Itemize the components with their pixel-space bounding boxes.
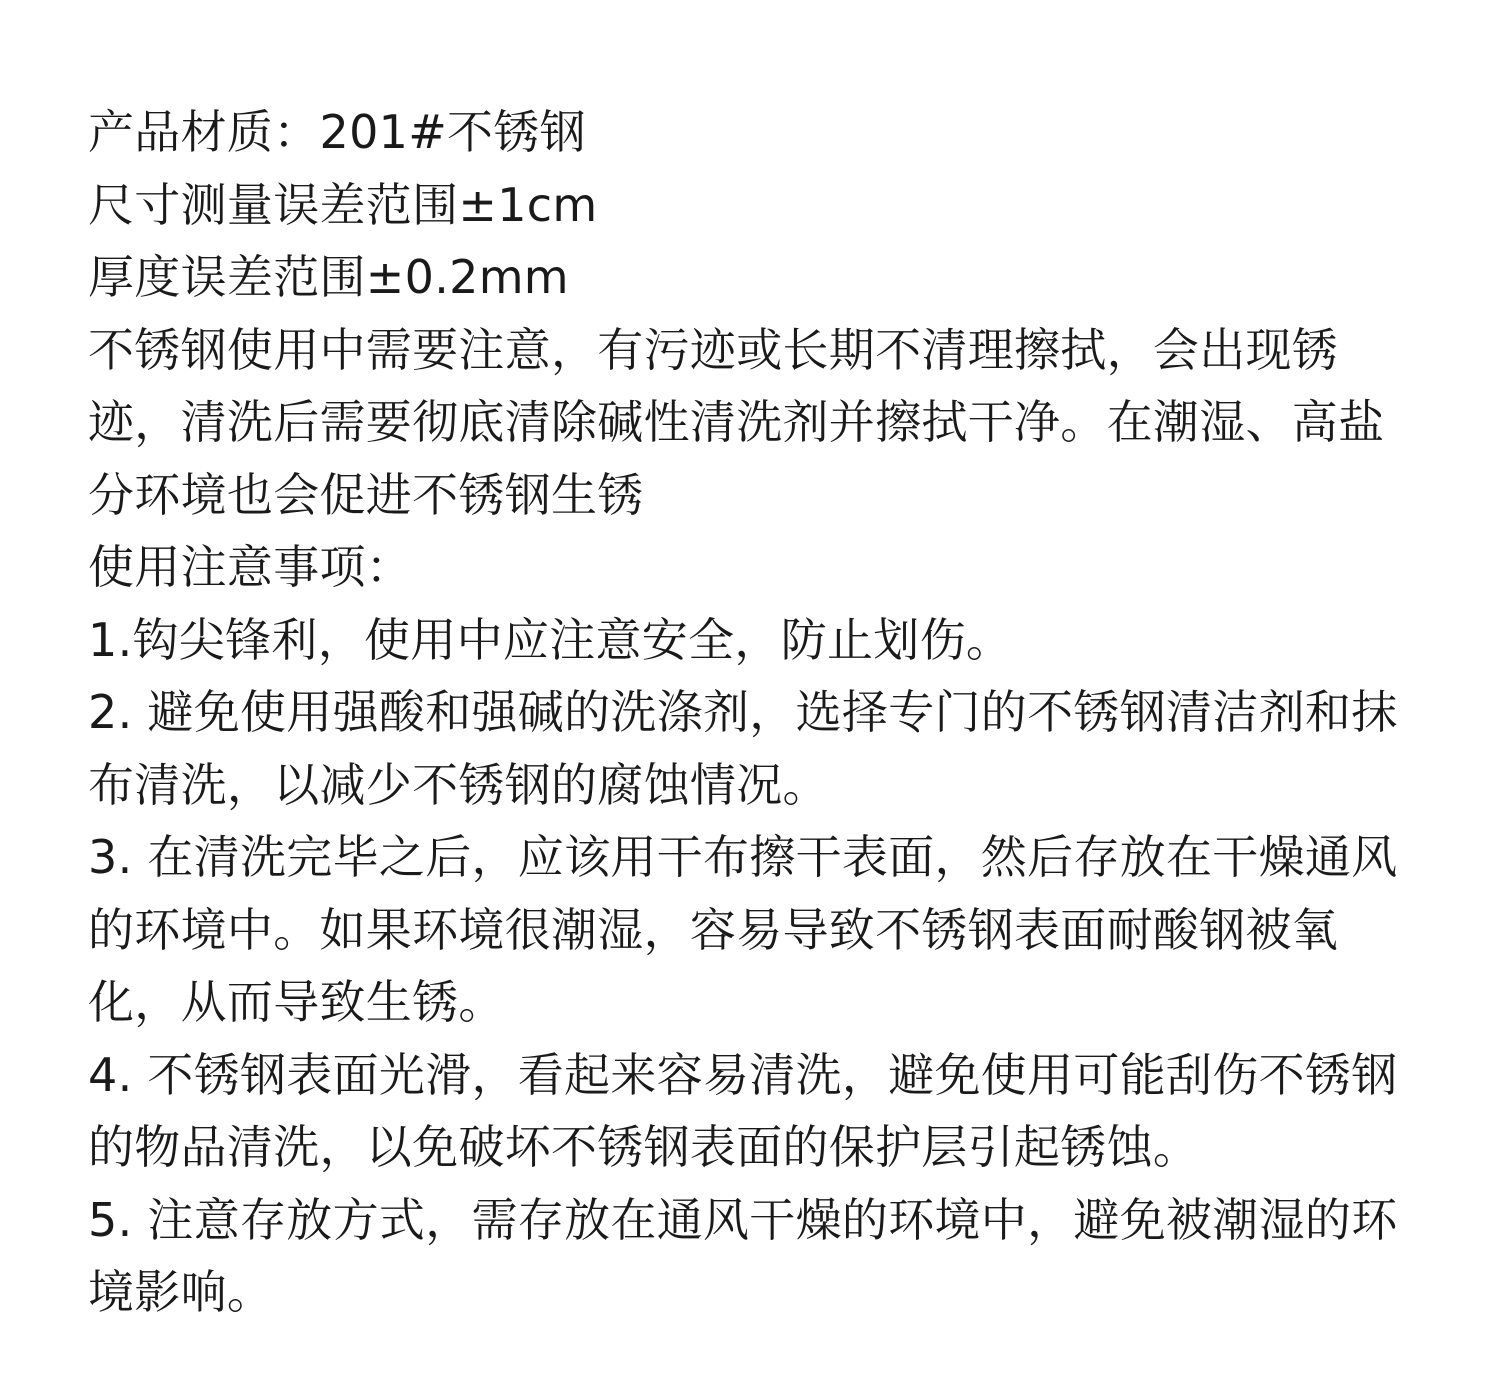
size-tolerance: 尺寸测量误差范围±1cm — [88, 177, 598, 232]
usage-item: 3. 在清洗完毕之后，应该用干布擦干表面，然后存放在干燥通风的环境中。如果环境很潮湿，容易导致不锈钢表面耐酸钢被氧化，从而导致生锈。 — [88, 830, 1398, 1029]
rust-notice: 不锈钢使用中需要注意，有污迹或长期不清理擦拭，会出现锈迹，清洗后需要彻底清除碱性清洗剂并擦拭干净。在潮湿、高盐分环境也会促进不锈钢生锈 — [88, 322, 1385, 522]
usage-item: 1.钩尖锋利，使用中应注意安全，防止划伤。 — [88, 612, 1013, 667]
thickness-tolerance: 厚度误差范围±0.2mm — [88, 250, 569, 304]
usage-item: 4. 不锈钢表面光滑，看起来容易清洗，避免使用可能刮伤不锈钢的物品清洗，以免破坏不锈钢表面的保护层引起锈蚀。 — [88, 1047, 1398, 1174]
usage-item: 5. 注意存放方式，需存放在通风干燥的环境中，避免被潮湿的环境影响。 — [88, 1192, 1398, 1319]
product-description — [88, 96, 1428, 1329]
usage-item: 2. 避免使用强酸和强碱的洗涤剂，选择专门的不锈钢清洁剂和抹布清洗，以减少不锈钢的腐蚀情况。 — [88, 685, 1398, 812]
material-spec: 产品材质：201#不锈钢 — [88, 105, 586, 159]
usage-heading: 使用注意事项： — [88, 540, 413, 594]
